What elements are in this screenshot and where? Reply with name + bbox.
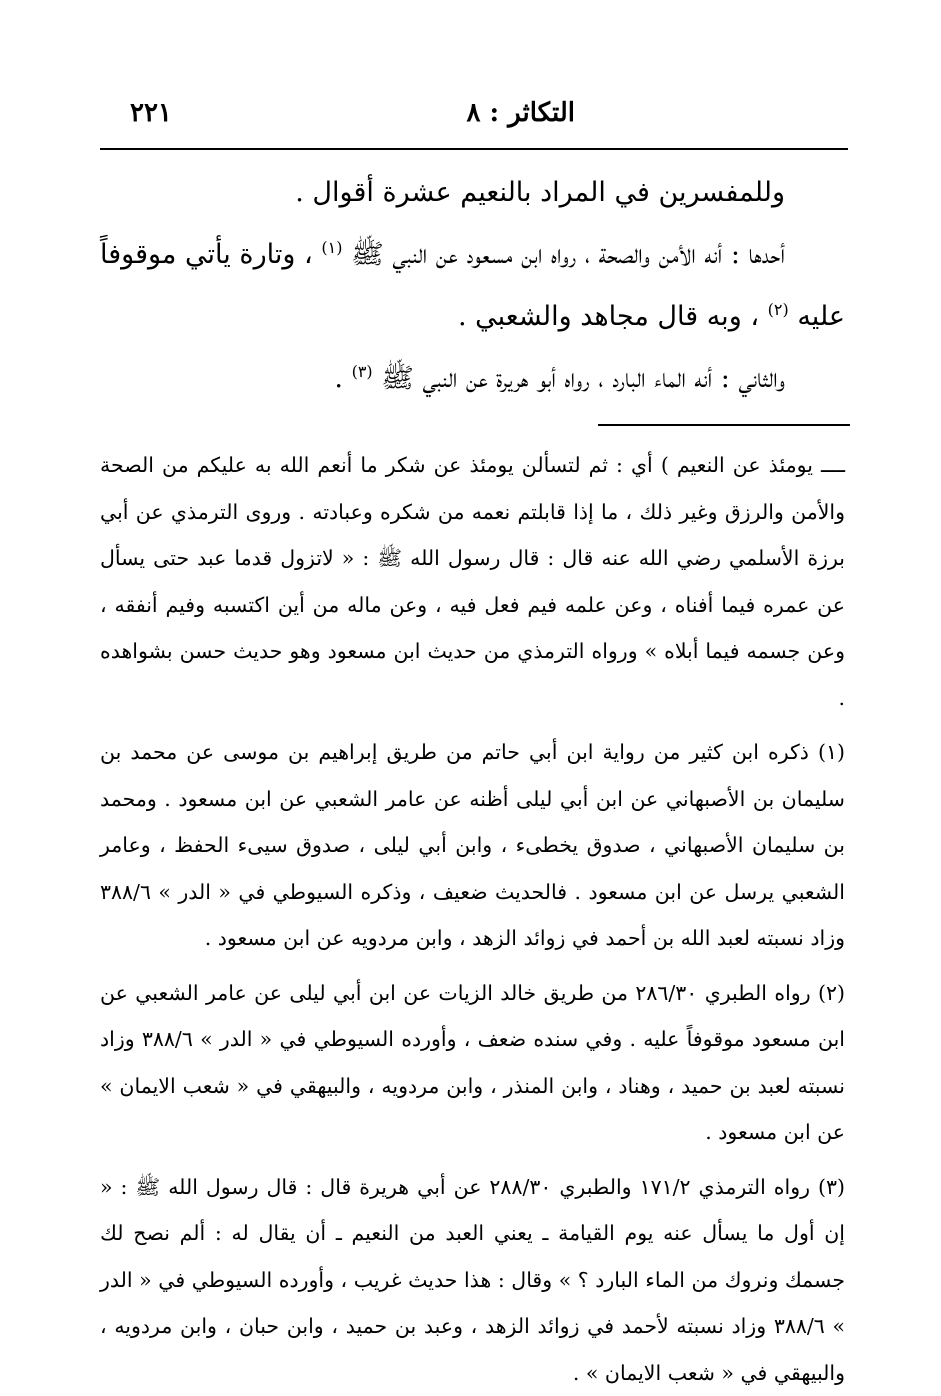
- page-number: ٢٢١: [130, 98, 172, 128]
- first-saying-text-b: ، وتارة يأتي موقوفاً عليه: [100, 239, 845, 332]
- paragraph-second-saying: [100, 348, 845, 410]
- main-text: [100, 162, 845, 410]
- footnote-rule: [598, 424, 850, 426]
- second-saying-text-a: والثاني : أنه الماء البارد ، رواه أبو هريرة عن النبي ﷺ: [381, 363, 785, 394]
- footnotes: [100, 442, 845, 1396]
- paragraph-first-saying: [100, 224, 845, 348]
- first-saying-text-c: ، وبه قال مجاهد والشعبي .: [458, 301, 759, 332]
- footnote-2: (٢) رواه الطبري ٢٨٦/٣٠ من طريق خالد الزيات عن ابن أبي ليلى عن عامر الشعبي عن ابن مسعود موقوفاً عليه . وفي سنده ضعف ، وأورده السيوطي في « الدر » ٣٨٨/٦ وزاد نسبته لعبد بن حميد ، وهناد ، وابن المنذر ، وابن مردويه ، والبيهقي في « شعب الايمان » عن ابن مسعود .: [100, 970, 845, 1156]
- footnote-3: (٣) رواه الترمذي ١٧١/٢ والطبري ٢٨٨/٣٠ عن أبي هريرة قال : قال رسول الله ﷺ : « إن أول ما يسأل عنه يوم القيامة ـ يعني العبد من النعيم ـ أن يقال له : ألم نصح لك جسمك ونروك من الماء البارد ؟ » وقال : هذا حديث غريب ، وأورده السيوطي في « الدر » ٣٨٨/٦ وزاد نسبته لأحمد في زوائد الزهد ، وعبد بن حميد ، وابن حبان ، وابن مردويه ، والبيهقي في « شعب الايمان » .: [100, 1164, 845, 1396]
- page-header: [100, 96, 845, 146]
- paragraph-intro-text: وللمفسرين في المراد بالنعيم عشرة أقوال .: [295, 177, 785, 208]
- paragraph-intro: [100, 162, 845, 224]
- footnote-continuation: ــــ يومئذ عن النعيم ) أي : ثم لتسألن يومئذ عن شكر ما أنعم الله به عليكم من الصحة والأمن والرزق وغير ذلك ، ما إذا قابلتم نعمه من شكره وعبادته . وروى الترمذي عن أبي برزة الأسلمي رضي الله عنه قال : قال رسول الله ﷺ : « لاتزول قدما عبد حتى يسأل عن عمره فيما أفناه ، وعن علمه فيم فعل فيه ، وعن ماله من أين اكتسبه وفيم أنفقه ، وعن جسمه فيما أبلاه » ورواه الترمذي من حديث ابن مسعود وهو حديث حسن بشواهده .: [100, 442, 845, 721]
- footnote-ref-1: (١): [321, 238, 342, 257]
- header-rule: [100, 148, 848, 150]
- first-saying-text-a: أحدها : أنه الأمن والصحة ، رواه ابن مسعود عن النبي ﷺ: [351, 239, 785, 270]
- running-head: التكاثر : ٨: [466, 98, 575, 128]
- footnote-ref-3: (٣): [352, 362, 373, 381]
- footnote-ref-2: (٢): [768, 300, 789, 319]
- second-saying-text-b: .: [334, 363, 343, 394]
- footnote-1: (١) ذكره ابن كثير من رواية ابن أبي حاتم من طريق إبراهيم بن موسى عن محمد بن سليمان بن الأصبهاني عن ابن أبي ليلى أظنه عن عامر الشعبي عن ابن مسعود . ومحمد بن سليمان الأصبهاني ، صدوق يخطىء ، وابن أبي ليلى ، صدوق سيىء الحفظ ، وعامر الشعبي يرسل عن ابن مسعود . فالحديث ضعيف ، وذكره السيوطي في « الدر » ٣٨٨/٦ وزاد نسبته لعبد الله بن أحمد في زوائد الزهد ، وابن مردويه عن ابن مسعود .: [100, 729, 845, 962]
